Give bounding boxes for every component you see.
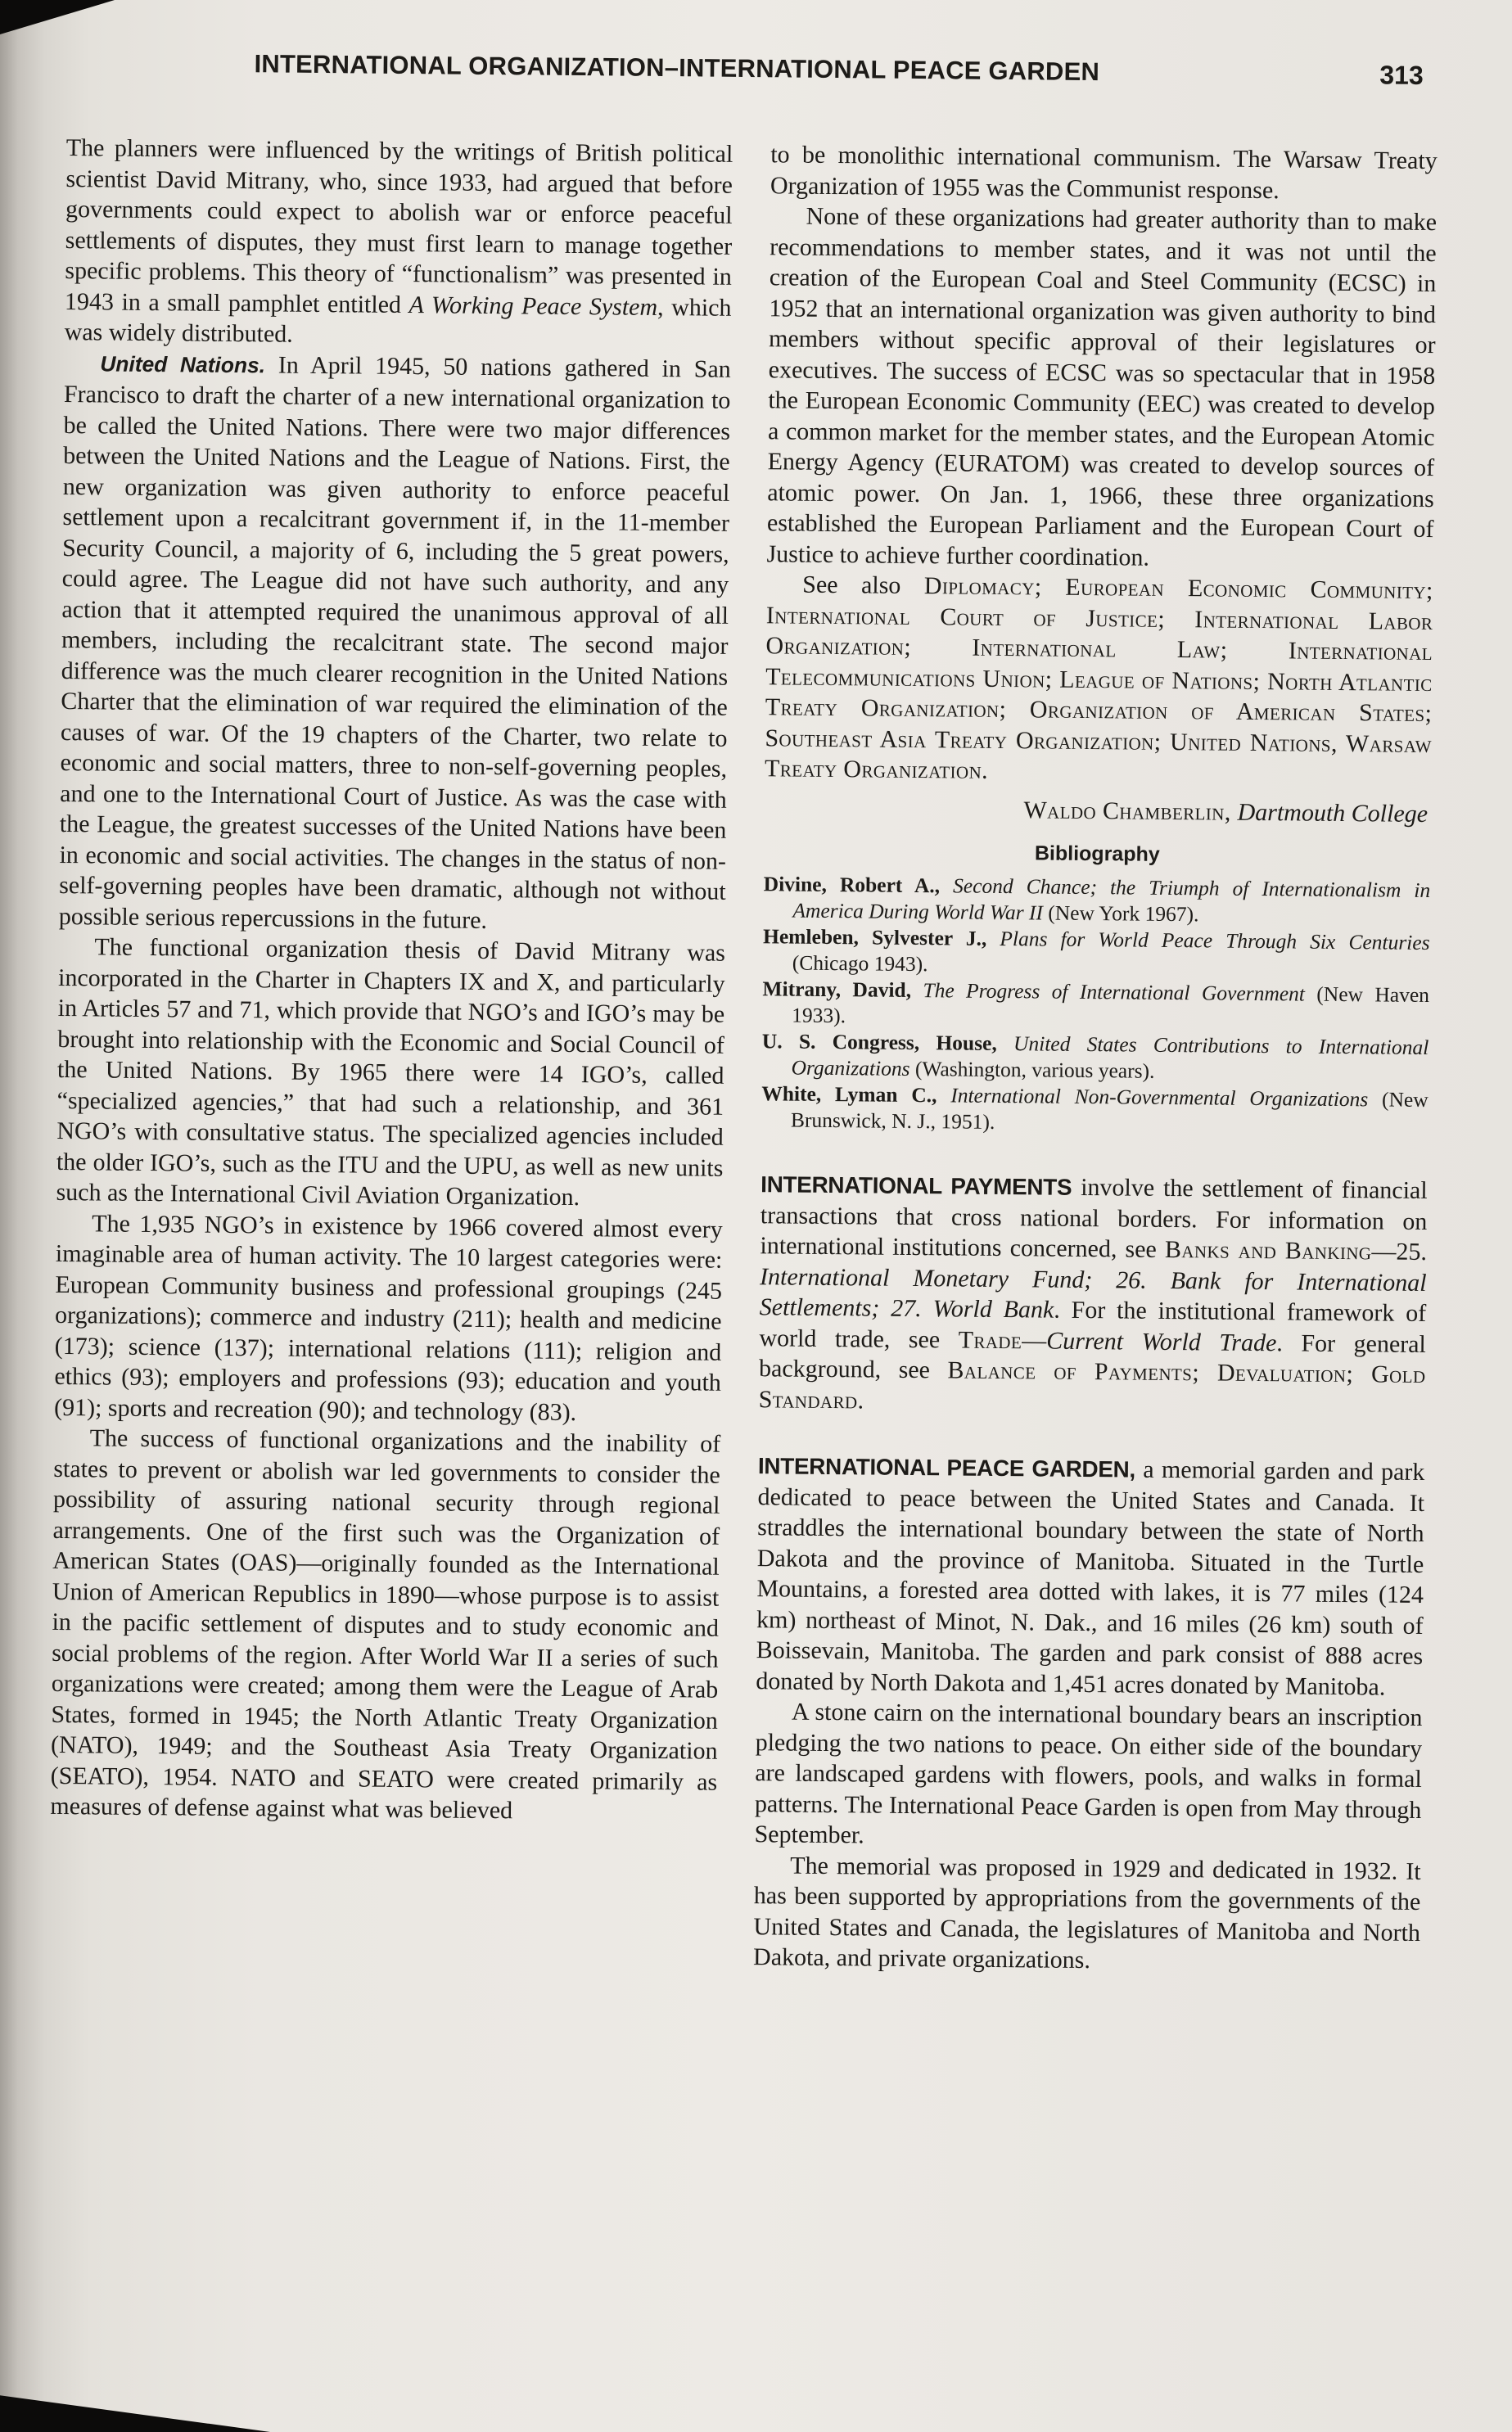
text-run: . [857,1386,864,1414]
text-run: None of these organizations had greater authority than to make recommendations to member states, and it was not until the creation of the European Coal and Steel Community (ECSC) in 1952 that an international organization was given authority to bind members without specific approval of their legislatures or executives. The success of ECSC was so spectacular that in 1958 the European Economic Community (EEC) was created to develop a common market for the member states, and the European Atomic Energy Agency (EURATOM) was created to develop sources of atomic power. On Jan. 1, 1966, these three organizations established the European Parliament and the European Court of Justice to achieve further coordination. [766,202,1438,571]
text-run: The memorial was proposed in 1929 and dedicated in 1932. It has been supported by appropriations from the governments of the United States and Canada, the legislatures of Manitoba and North Dakota, and private organizations. [752,1852,1421,1974]
text-run: — [1022,1326,1047,1355]
article-international-payments [759,1169,1428,1421]
paragraph-regional-organizations [50,1423,720,1828]
text-run: INTERNATIONAL PEACE GARDEN, [757,1453,1136,1482]
bibliography-entry [762,976,1429,1035]
bibliography-heading: Bibliography [1034,841,1160,866]
text-run: to be monolithic international communism. The Warsaw Treaty Organization of 1955 was the Communist response. [770,141,1438,204]
bibliography-list [761,871,1431,1139]
right-column [753,139,1438,1979]
text-run: (New York 1967). [1048,900,1199,927]
text-run: A Working Peace System [408,291,658,321]
text-run: United States Contributions to International Organizations [791,1031,1429,1081]
text-run: Hemleben, Sylvester J., [762,924,1000,950]
text-run: International Monetary Fund; 26. Bank for International Settlements; 27. World Bank [759,1262,1427,1324]
paragraph-united-nations [59,347,731,937]
text-run: Trade [958,1326,1022,1354]
paragraph-ecsc-eec [766,201,1437,575]
paragraph-continuation [770,139,1438,207]
text-run: . For the institutional framework of world trade, see [759,1296,1427,1354]
left-column [49,133,733,1972]
text-run: International Non-Governmental Organizations [950,1083,1383,1112]
text-run: , which was widely distributed. [64,293,732,348]
article-international-peace-garden [753,1451,1425,1979]
text-run: (Washington, various years). [914,1057,1155,1083]
text-run: Diplomacy; European Economic Community; International Court of Justice; International Labor Organization; International Law; International Telecommunications Union; League of Nations; North Atlantic Treaty Organization; Organization of American States; Southeast Asia Treaty Organization; United Nations, Warsaw Treaty Organization. [764,572,1433,784]
paragraph-planners [64,133,733,354]
text-run: Mitrany, David, [762,977,923,1003]
text-run: The functional organization thesis of David Mitrany was incorporated in the Charter in Chapters IX and X, and particularly in Articles 57 and 71, which provide that NGO’s and IGO’s may be brought into relationship with the Economic and Social Council of the United Nations. By 1965 there were 14 IGO’s, called “specialized agencies,” that had such a relationship, and 361 NGO’s with consultative status. The specialized agencies included the older IGO’s, such as the ITU and the UPU, as well as new units such as the International Civil Aviation Organization. [56,933,726,1211]
text-run: The success of functional organizations and the inability of states to prevent or abolish war led governments to consider the possibility of assuring national security through regional arrangements. One of the first such was the Organization of American States (OAS)—originally founded as the International Union of American Republics in 1890—whose purpose is to assist in the pacific settlement of disputes and to study economic and social problems of the region. After World War II a series of such organizations were created; among them were the League of Arab States, formed in 1945; the North Atlantic Treaty Organization (NATO), 1949; and the Southeast Asia Treaty Organization (SEATO), 1954. NATO and SEATO were created primarily as measures of defense against what was believed [50,1424,721,1825]
paragraph-international-payments [759,1169,1428,1421]
text-run: In April 1945, 50 nations gathered in San Francisco to draft the charter of a new international organization to be called the United Nations. There were two major differences between the United Nations and the League of Nations. First, the new organization was given authority to enforce peaceful settlement upon a recalcitrant government if, in the 11-member Security Council, a majority of 6, including the 5 great powers, could agree. The League did not have such authority, and any action that it attempted required the unanimous approval of all members, including the recalcitrant state. The second major difference was the much clearer recognition in the United Nations Charter that the elimination of war required the elimination of the causes of war. Of the 19 chapters of the Charter, two relate to economic and social matters, three to non-self-governing peoples, and one to the International Court of Justice. As was the case with the League, the greatest successes of the United Nations have been in economic and social activities. The changes in the status of non-self-governing peoples have been dramatic, although not without possible serious repercussions in the future. [58,350,731,934]
text-run: A stone cairn on the international boundary bears an inscription pledging the two nations to peace. On either side of the boundary are landscaped gardens with flowers, pools, and walks in formal patterns. The International Peace Garden is open from May through September. [754,1698,1423,1849]
text-run: (New Brunswick, N. J., 1951). [790,1087,1429,1134]
text-run: The 1,935 NGO’s in existence by 1966 covered almost every imaginable area of human activity. The 10 largest categories were: European Community business and professional groupings (245 organizations); commerce and industry (211); health and medicine (173); science (137); international relations (111); religion and ethics (93); employers and professions (93); education and youth (91); sports and recreation (90); and technology (83). [53,1209,723,1426]
text-run: U. S. Congress, House, [761,1029,1014,1056]
bibliography-entry [763,923,1430,982]
bibliography-entry [763,871,1430,930]
text-run: Current World Trade [1046,1327,1277,1356]
text-run: Second Chance; the Triumph of Internationalism in America During World War II [792,873,1431,925]
paragraph-stone-cairn [754,1696,1422,1856]
text-run: Balance of Payments; Devaluation; Gold Standard [758,1356,1426,1414]
text-run: Waldo Chamberlin, [1023,796,1238,826]
text-run: Divine, Robert A., [763,872,954,898]
text-run: (Chicago 1943). [792,950,928,977]
text-run: (New Haven 1933). [792,981,1430,1028]
two-column-text-block [49,133,1438,1979]
paragraph-peace-garden-intro [756,1451,1424,1703]
bibliography-entry [761,1028,1429,1087]
text-run: Plans for World Peace Through Six Centuries [1000,926,1430,955]
paragraph-functional-thesis [56,932,725,1214]
text-run: Dartmouth College [1237,798,1429,828]
text-run: INTERNATIONAL PAYMENTS [761,1171,1072,1200]
page-content [49,47,1438,1979]
paragraph-memorial-history [753,1850,1421,1979]
running-header-title: INTERNATIONAL ORGANIZATION–INTERNATIONAL PEACE GARDEN [254,49,1100,87]
page-number: 313 [1379,60,1424,90]
text-run: The planners were influenced by the writings of British political scientist David Mitrany, who, since 1933, had argued that before governments could expect to abolish war or enforce peaceful settlements of disputes, they must first learn to manage together specific problems. This theory of “functionalism” was presented in 1943 in a small pamphlet entitled [64,133,733,318]
text-run: —25. [1371,1238,1428,1266]
text-run: United Nations. [100,350,266,377]
author-attribution [764,792,1431,829]
text-run: Banks and Banking [1164,1235,1372,1266]
paragraph-see-also [765,569,1433,790]
text-run: White, Lyman C., [761,1081,951,1108]
text-run: See also [802,571,925,600]
paragraph-ngo-categories [54,1207,723,1428]
bibliography-entry [761,1081,1429,1139]
text-run: . For general background, see [758,1329,1427,1384]
text-run: a memorial garden and park dedicated to peace between the United States and Canada. It straddles the international boundary between the state of North Dakota and the province of Manitoba. Situated in the Turtle Mountains, a forested area dotted with lakes, it is 77 miles (124 km) northeast of Minot, N. Dak., and 16 miles (26 km) south of Boissevain, Manitoba. The garden and park consist of 888 acres donated by North Dakota and 1,451 acres donated by Manitoba. [756,1455,1425,1701]
text-run: The Progress of International Government [923,978,1317,1006]
text-run: involve the settlement of financial transactions that cross national borders. For information on international institutions concerned, see [760,1173,1428,1263]
